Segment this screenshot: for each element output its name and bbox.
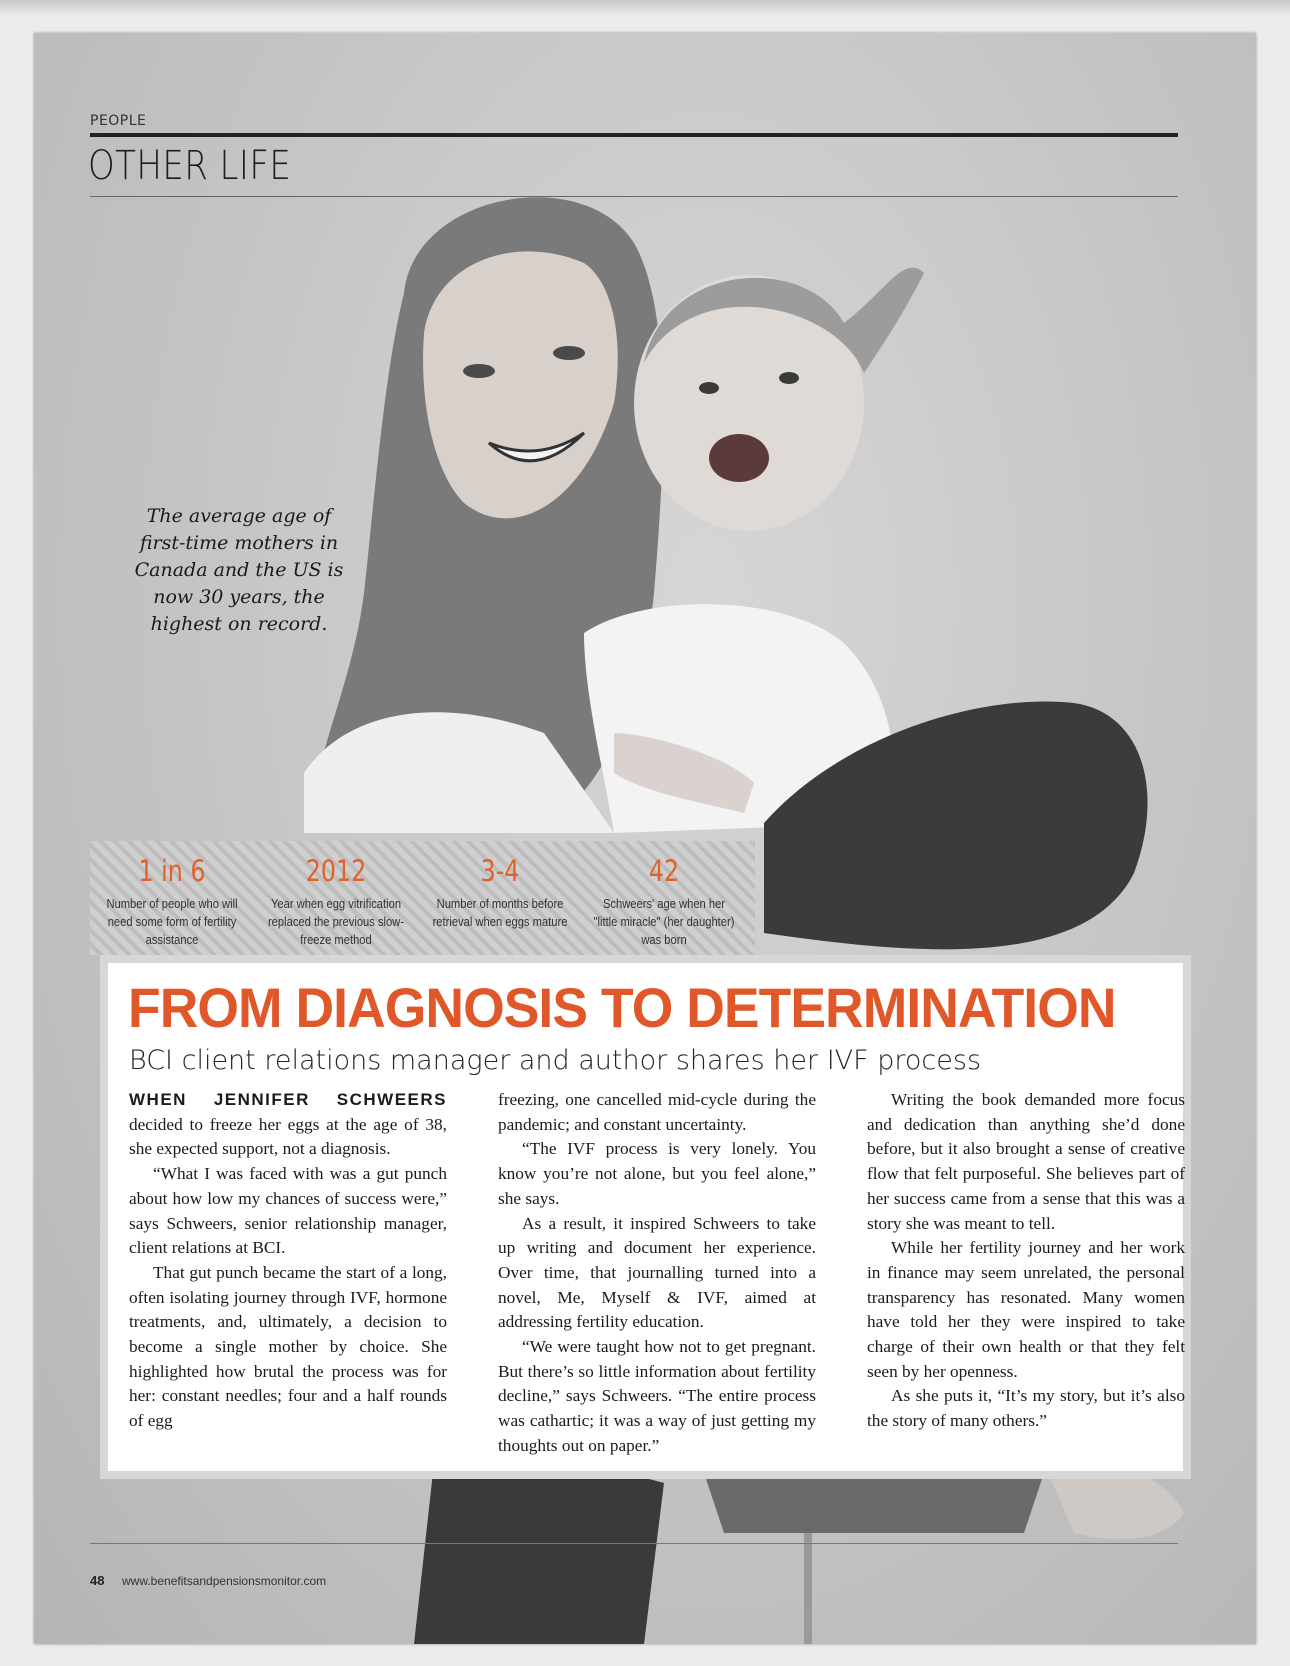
site-url[interactable]: www.benefitsandpensionsmonitor.com — [122, 1574, 327, 1588]
stat-item — [90, 841, 254, 955]
stat-value: 2012 — [305, 854, 367, 888]
jeans-lower — [414, 1459, 664, 1644]
article-column-2 — [498, 1088, 816, 1455]
header-rule — [90, 133, 1178, 137]
magazine-page — [34, 33, 1256, 1644]
stat-item — [254, 841, 418, 955]
article-column-1 — [129, 1088, 447, 1448]
page-number: 48 — [90, 1573, 105, 1588]
paragraph: “The IVF process is very lonely. You know you’re not alone, but you feel alone,” she says. — [498, 1139, 816, 1208]
paragraph: That gut punch became the start of a long, often isolating journey through IVF, hormone treatments, and, ultimately, a decision to become a single mother by choice. She highlighted how brutal the process was for her: constant needles; four and a half rounds of egg — [129, 1262, 447, 1431]
article-columns — [129, 1088, 1185, 1455]
article-column-3 — [867, 1088, 1185, 1448]
subheadline: BCI client relations manager and author shares her IVF process — [129, 1045, 982, 1076]
photo-caption: The average age of first-time mothers in Canada and the US is now 30 years, the highest on record. — [134, 505, 344, 635]
stat-description: Year when egg vitrification replaced the previous slow-freeze method — [267, 896, 405, 947]
paragraph: While her fertility journey and her work in finance may seem unrelated, the personal transparency has resonated. Many women have told her they were inspired to take charge of their own health or that they felt seen by her openness. — [867, 1238, 1185, 1381]
paragraph: freezing, one cancelled mid-cycle during the pandemic; and constant uncertainty. — [498, 1090, 816, 1134]
stats-strip — [90, 841, 755, 955]
stat-description: Number of months before retrieval when eggs mature — [432, 896, 568, 929]
paragraph: Writing the book demanded more focus and dedication than anything she’d done before, but it also brought a sense of creative flow that felt purposeful. She believes part of her success came from a sense that this was a story she was meant to tell. — [867, 1090, 1185, 1233]
headline: FROM DIAGNOSIS TO DETERMINATION — [128, 976, 1116, 1039]
paragraph: As a result, it inspired Schweers to take up writing and document her experience. Over time, that journalling turned into a novel, Me, Myself & IVF, aimed at addressing fertility education. — [498, 1213, 816, 1332]
stat-item — [418, 841, 582, 955]
footer-rule — [90, 1543, 1178, 1544]
paragraph: “What I was faced with was a gut punch about how low my chances of success were,” says Schweers, senior relationship manager, client relations at BCI. — [129, 1164, 447, 1258]
paragraph: WHEN JENNIFER SCHWEERS decided to freeze her eggs at the age of 38, she expected support, not a diagnosis. — [129, 1090, 447, 1159]
stat-value: 1 in 6 — [138, 854, 206, 888]
section-label: PEOPLE — [90, 113, 147, 129]
column-title: OTHER LIFE — [88, 143, 292, 189]
stat-value: 42 — [648, 854, 680, 888]
paragraph: As she puts it, “It’s my story, but it’s also the story of many others.” — [867, 1386, 1185, 1431]
lead-in: WHEN JENNIFER SCHWEERS — [129, 1090, 447, 1109]
stat-description: Number of people who will need some form of fertility assistance — [106, 896, 238, 947]
paragraph: “We were taught how not to get pregnant. But there’s so little information about fertility decline,” says Schweers. “The entire process was cathartic; it was a way of just getting my thoughts out on paper.” — [498, 1337, 816, 1455]
stat-description: Schweers' age when her "little miracle" (her daughter) was born — [593, 896, 735, 947]
stat-item — [582, 841, 746, 955]
viewer-top-bar — [0, 0, 1290, 14]
stat-value: 3-4 — [480, 854, 520, 888]
article-box — [100, 955, 1191, 1479]
